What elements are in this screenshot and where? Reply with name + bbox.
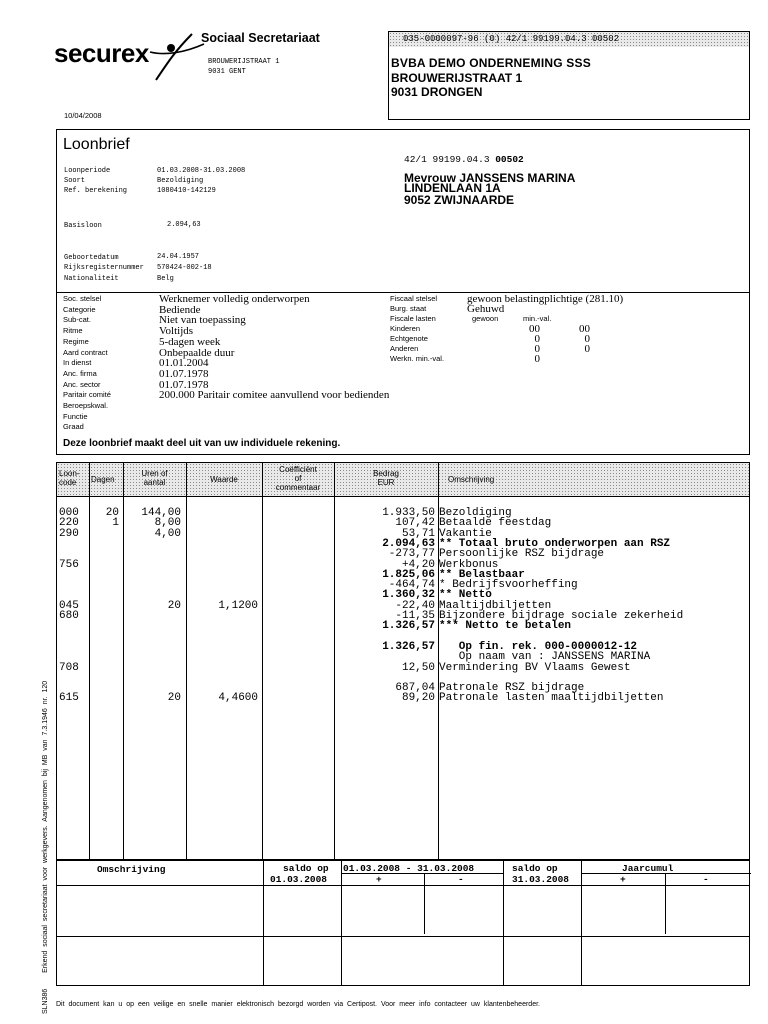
employee-ref bbox=[404, 154, 524, 165]
col-header-value: Waarde bbox=[210, 475, 238, 484]
cell-description: Vermindering BV Vlaams Gewest bbox=[439, 661, 631, 674]
fiscal-charge-label: Werkn. min.-val. bbox=[390, 354, 445, 363]
cell-value: 4,4600 bbox=[218, 692, 258, 705]
cell-hours: 20 bbox=[167, 692, 181, 705]
cell-description: *** Netto te betalen bbox=[439, 620, 572, 633]
cell-amount: +4,20 bbox=[401, 558, 435, 571]
cell-description: Maaltijdbiljetten bbox=[439, 599, 552, 612]
detail-label: Soc. stelsel bbox=[63, 294, 102, 303]
document-date: 10/04/2008 bbox=[64, 111, 102, 120]
loonbrief-box bbox=[56, 129, 750, 455]
cell-amount: 12,50 bbox=[401, 661, 435, 674]
cell-description: Werkbonus bbox=[439, 558, 499, 571]
detail-row bbox=[63, 294, 393, 304]
employee-name: Mevrouw JANSSENS MARINA bbox=[404, 171, 576, 185]
cell-description: Patronale RSZ bijdrage bbox=[439, 682, 585, 695]
table-row bbox=[57, 652, 749, 662]
detail-row bbox=[63, 412, 393, 422]
cell-description: ** Belastbaar bbox=[439, 568, 525, 581]
cell-code: 615 bbox=[59, 692, 79, 705]
fiscal-charge-normal: 0 bbox=[534, 343, 540, 355]
birthdate-label: Geboortedatum bbox=[64, 254, 119, 262]
fiscal-charge-normal: 0 bbox=[534, 333, 540, 345]
detail-label: Sub-cat. bbox=[63, 315, 91, 325]
cell-amount: 2.094,63 bbox=[382, 537, 435, 550]
period-value: 01.03.2008-31.03.2008 bbox=[157, 167, 246, 175]
side-legal-text: SLN386 Erkend sociaal secretariaat voor werkgevers. Aangenomen bij MB van 7.3.1946 nr. 120 bbox=[42, 680, 49, 1014]
base-salary-value: 2.094,63 bbox=[167, 221, 201, 229]
calc-ref-label: Ref. berekening bbox=[64, 187, 128, 195]
cell-days: 20 bbox=[105, 507, 119, 519]
detail-row bbox=[63, 315, 393, 325]
summary-saldo-end-label: saldo op bbox=[512, 863, 558, 874]
table-row bbox=[57, 518, 749, 528]
summary-table bbox=[56, 860, 750, 986]
cell-code: 680 bbox=[59, 610, 79, 622]
detail-value: 01.01.2004 bbox=[159, 357, 209, 370]
detail-label: Categorie bbox=[63, 304, 96, 314]
cell-amount: 1.360,32 bbox=[382, 589, 435, 602]
summary-plus-2: + bbox=[620, 874, 626, 885]
reference-code: 035-0000097-96 (0) 42/1 99199.04.3 00502 bbox=[389, 32, 749, 47]
detail-value: 01.07.1978 bbox=[159, 378, 209, 391]
employer-street: BROUWERIJSTRAAT 1 bbox=[391, 71, 523, 85]
col-header-coefficient: Coëfficiënt of commentaar bbox=[275, 465, 321, 492]
cell-code: 045 bbox=[59, 599, 79, 612]
type-value: Bezoldiging bbox=[157, 177, 204, 185]
employer-name: BVBA DEMO ONDERNEMING SSS bbox=[391, 56, 591, 70]
fiscal-charge-minval: 0 bbox=[584, 343, 590, 355]
detail-label: In dienst bbox=[63, 358, 92, 368]
fiscal-charge-label: Anderen bbox=[390, 344, 419, 353]
civil-state-label: Burg. staat bbox=[390, 304, 427, 313]
loonbrief-title: Loonbrief bbox=[63, 136, 130, 153]
birthdate-value: 24.04.1957 bbox=[157, 253, 200, 261]
logo-swoosh-icon bbox=[146, 32, 206, 82]
cell-description: Op fin. rek. 000-0000012-12 bbox=[439, 640, 638, 653]
fiscal-charge-normal: 00 bbox=[529, 323, 540, 335]
fiscal-charge-normal: 0 bbox=[534, 353, 540, 365]
cell-amount: 1.326,57 bbox=[382, 620, 435, 633]
detail-label: Regime bbox=[63, 336, 89, 346]
summary-minus-1: - bbox=[458, 874, 464, 885]
fiscal-charge-row bbox=[390, 344, 750, 354]
summary-plus-1: + bbox=[376, 874, 382, 885]
fiscal-charge-minval: 0 bbox=[584, 333, 590, 345]
cell-amount: -273,77 bbox=[388, 548, 435, 561]
nationality-label: Nationaliteit bbox=[64, 275, 119, 283]
fiscal-charge-label: Echtgenote bbox=[390, 334, 428, 343]
employee-ref-number: 00502 bbox=[495, 154, 524, 165]
cell-description: ** Netto bbox=[439, 589, 492, 602]
pay-table bbox=[56, 462, 750, 860]
cell-description: Betaalde feestdag bbox=[439, 517, 552, 530]
fiscal-charge-row bbox=[390, 334, 750, 344]
table-row bbox=[57, 663, 749, 673]
detail-label: Beroepskwal. bbox=[63, 401, 109, 410]
nationality-value: Belg bbox=[157, 275, 174, 283]
cell-description: Bijzondere bijdrage sociale zekerheid bbox=[439, 610, 684, 622]
detail-label: Paritair comité bbox=[63, 390, 111, 400]
cell-value: 1,1200 bbox=[218, 599, 258, 612]
col-header-hours: Uren of aantal bbox=[141, 469, 168, 487]
cell-hours: 4,00 bbox=[154, 527, 181, 540]
fiscal-charge-row bbox=[390, 354, 750, 364]
civil-state-value: Gehuwd bbox=[467, 303, 505, 315]
employee-ref-prefix: 42/1 99199.04.3 bbox=[404, 154, 490, 165]
cell-code: 708 bbox=[59, 661, 79, 674]
detail-value: 5-dagen week bbox=[159, 335, 221, 348]
cell-amount: -11,35 bbox=[395, 610, 435, 622]
securex-logo bbox=[54, 36, 194, 86]
cell-code: 220 bbox=[59, 517, 79, 530]
detail-label: Graad bbox=[63, 422, 84, 432]
cell-amount: 89,20 bbox=[401, 692, 435, 705]
detail-row bbox=[63, 401, 393, 411]
detail-value: Voltijds bbox=[159, 325, 194, 338]
fiscal-value: gewoon belastingplichtige (281.10) bbox=[467, 293, 624, 305]
details-left bbox=[63, 294, 393, 434]
details-right bbox=[390, 294, 750, 374]
min-val-label: min.-val. bbox=[523, 314, 552, 323]
employee-city: 9052 ZWIJNAARDE bbox=[404, 193, 515, 207]
detail-row bbox=[63, 305, 393, 315]
normal-label: gewoon bbox=[472, 314, 499, 323]
detail-label: Anc. firma bbox=[63, 368, 97, 378]
employer-box bbox=[388, 31, 750, 120]
detail-row bbox=[63, 369, 393, 379]
summary-saldo-end-date: 31.03.2008 bbox=[512, 874, 570, 885]
detail-row bbox=[63, 348, 393, 358]
employee-street: LINDENLAAN 1A bbox=[404, 181, 501, 195]
detail-value: Onbepaalde duur bbox=[159, 346, 235, 359]
cell-hours: 8,00 bbox=[154, 517, 181, 530]
col-header-amount: Bedrag EUR bbox=[373, 469, 399, 487]
detail-value: Werknemer volledig onderworpen bbox=[159, 293, 310, 305]
table-row bbox=[57, 621, 749, 631]
detail-label: Anc. sector bbox=[63, 379, 101, 389]
company-city: 9031 GENT bbox=[208, 68, 246, 76]
fiscal-charge-row bbox=[390, 324, 750, 334]
cell-amount: 687,04 bbox=[395, 682, 435, 695]
cell-days: 1 bbox=[112, 517, 119, 530]
cell-amount: 107,42 bbox=[395, 517, 435, 530]
cell-amount: 53,71 bbox=[401, 527, 435, 540]
detail-label: Ritme bbox=[63, 326, 83, 336]
cell-description: Bezoldiging bbox=[439, 507, 512, 519]
detail-value: Niet van toepassing bbox=[159, 314, 246, 327]
fiscal-charges-label: Fiscale lasten bbox=[390, 314, 436, 323]
fiscal-charge-minval: 00 bbox=[579, 323, 590, 335]
cell-description: Op naam van : JANSSENS MARINA bbox=[439, 651, 651, 664]
detail-label: Functie bbox=[63, 411, 88, 421]
employer-city: 9031 DRONGEN bbox=[391, 85, 483, 99]
detail-row bbox=[63, 380, 393, 390]
national-number-label: Rijksregisternummer bbox=[64, 264, 144, 272]
detail-value: 200.000 Paritair comitee aanvullend voor bedienden bbox=[159, 389, 390, 402]
calc-ref-value: 1080410-142129 bbox=[157, 187, 216, 195]
cell-hours: 144,00 bbox=[141, 507, 181, 519]
cell-code: 290 bbox=[59, 527, 79, 540]
detail-row bbox=[63, 337, 393, 347]
footer-note: Dit document kan u op een veilige en snelle manier elektronisch bezorgd worden via Certipost. Voor meer info contacteer uw klantenbeheerder. bbox=[56, 1001, 540, 1008]
national-number-value: 570424-002-18 bbox=[157, 264, 212, 272]
detail-value: 01.07.1978 bbox=[159, 367, 209, 380]
detail-row bbox=[63, 422, 393, 432]
cell-amount: -464,74 bbox=[388, 579, 435, 592]
fiscal-label: Fiscaal stelsel bbox=[390, 294, 438, 303]
cell-amount: 1.326,57 bbox=[382, 640, 435, 653]
type-label: Soort bbox=[64, 177, 86, 185]
detail-row bbox=[63, 358, 393, 368]
cell-amount: -22,40 bbox=[395, 599, 435, 612]
cell-amount: 1.933,50 bbox=[382, 507, 435, 519]
detail-label: Aard contract bbox=[63, 347, 108, 357]
cell-amount: 1.825,06 bbox=[382, 568, 435, 581]
logo-text: securex bbox=[54, 38, 149, 68]
col-header-code: Loon- code bbox=[59, 469, 80, 487]
fiscal-charge-label: Kinderen bbox=[390, 324, 421, 333]
table-row bbox=[57, 693, 749, 703]
cell-description: Patronale lasten maaltijdbiljetten bbox=[439, 692, 664, 705]
period-label: Loonperiode bbox=[64, 167, 111, 175]
summary-saldo-start-label: saldo op bbox=[283, 863, 329, 874]
summary-saldo-start-date: 01.03.2008 bbox=[270, 874, 328, 885]
table-row bbox=[57, 549, 749, 559]
cell-description: Vakantie bbox=[439, 527, 492, 540]
cell-hours: 20 bbox=[167, 599, 181, 612]
base-salary-label: Basisloon bbox=[64, 222, 102, 230]
table-row bbox=[57, 590, 749, 600]
summary-description-header: Omschrijving bbox=[97, 864, 166, 875]
summary-period: 01.03.2008 - 31.03.2008 bbox=[343, 863, 475, 874]
cell-description: ** Totaal bruto onderworpen aan RSZ bbox=[439, 537, 671, 550]
col-header-days: Dagen bbox=[91, 475, 115, 484]
cell-code: 000 bbox=[59, 507, 79, 519]
summary-year-cumul: Jaarcumul bbox=[622, 863, 674, 874]
detail-row bbox=[63, 390, 393, 400]
individual-account-note: Deze loonbrief maakt deel uit van uw individuele rekening. bbox=[63, 438, 341, 449]
table-row bbox=[57, 560, 749, 570]
detail-row bbox=[63, 326, 393, 336]
cell-description: Persoonlijke RSZ bijdrage bbox=[439, 548, 605, 561]
company-street: BROUWERIJSTRAAT 1 bbox=[208, 58, 280, 66]
detail-value: Bediende bbox=[159, 303, 201, 316]
summary-minus-2: - bbox=[703, 874, 709, 885]
company-name: Sociaal Secretariaat bbox=[201, 31, 320, 45]
col-header-description: Omschrijving bbox=[448, 475, 495, 484]
cell-code: 756 bbox=[59, 558, 79, 571]
cell-description: * Bedrijfsvoorheffing bbox=[439, 579, 578, 592]
